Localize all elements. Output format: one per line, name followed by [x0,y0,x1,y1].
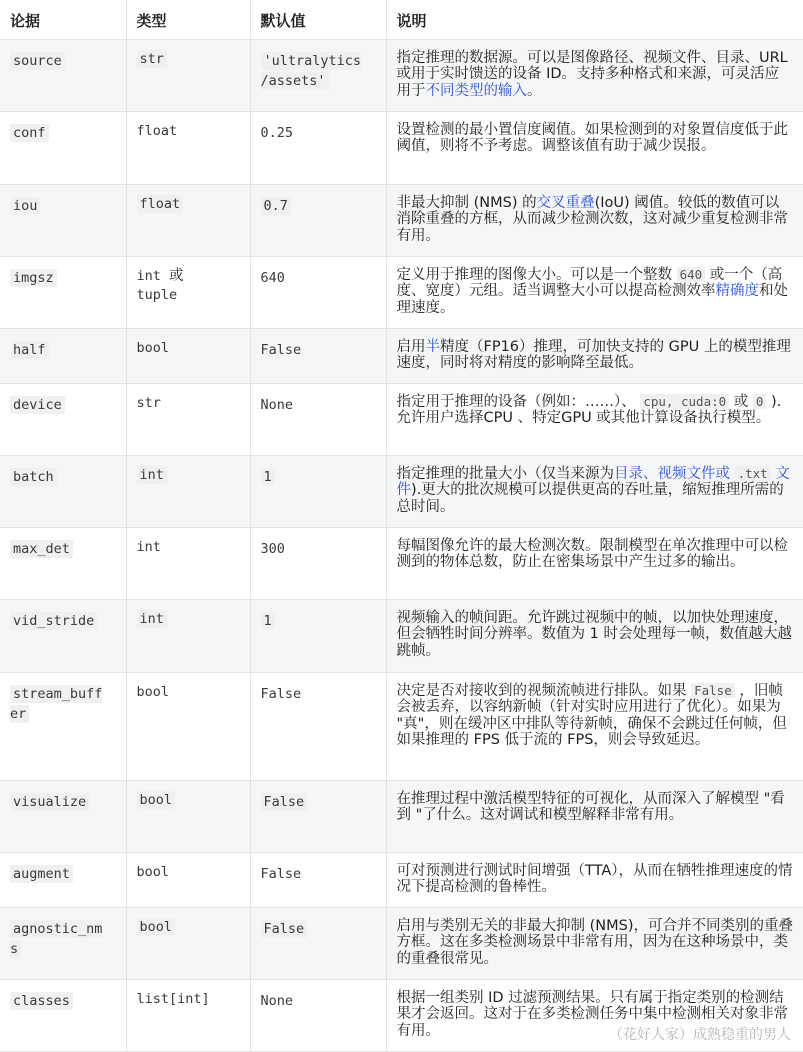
description-text: 每幅图像允许的最大检测次数。限制模型在单次推理中可以检测到的物体总数，防止在密集场景中产生过多的输出。 [396,537,788,570]
table-row [0,455,803,527]
arg-name: source [10,52,65,70]
type-value: bool [136,339,170,356]
description-text: ).更大的批次规模可以提供更高的吞吐量，缩短推理所需的总时间。 [396,482,784,515]
default-cell [250,383,386,455]
default-cell [250,256,386,328]
description-cell [386,184,803,256]
arg-cell [0,184,126,256]
description-cell [386,256,803,328]
arg-name: agnostic_nm s [10,920,103,957]
default-cell [250,527,386,599]
arg-cell [0,852,126,907]
description-text: 视频输入的帧间距。允许跳过视频中的帧，以加快处理速度，但会牺牲时间分辨率。数值为 1 时会处理每一帧，数值越大越跳帧。 [396,609,792,659]
type-cell [126,599,250,672]
description-link[interactable]: 文件 [396,465,790,498]
description-text: 或 [733,393,749,410]
type-cell [126,111,250,184]
default-value: False [260,341,302,358]
arg-name: imgsz [10,269,57,287]
description-text: 非最大抑制 (NMS) 的 [396,194,537,211]
description-text: 根据一组类别 ID 过滤预测结果。只有属于指定类别的检测结果才会返回。这对于在多类检测任务中集中检测相关对象非常有用。 [396,989,788,1039]
arg-cell [0,599,126,672]
arg-name: conf [10,124,49,142]
default-value: 640 [260,269,285,286]
description-text: 指定用于推理的设备（例如：……）、 [396,393,636,410]
type-value: bool [136,863,170,880]
arg-cell [0,780,126,852]
type-value-alt: tuple [136,286,178,303]
default-cell [250,455,386,527]
table-header-row [0,0,803,39]
description-text: 或一个（高度、宽度）元组。适当调整大小可以提高检测效率 [396,266,783,299]
description-text: 在推理过程中激活模型特征的可视化，从而深入了解模型 "看到 "了什么。这对调试和模型解释非常有用。 [396,790,785,823]
description-text: 指定推理的批量大小（仅当来源为 [396,465,614,482]
default-value: False [261,793,308,811]
table-row [0,328,803,383]
type-cell [126,979,250,1051]
description-cell [386,672,803,780]
description-cell [386,907,803,979]
description-text: 指定推理的数据源。可以是图像路径、视频文件、目录、URL 或用于实时馈送的设备 ID。支持多种格式和来源，可灵活应用于 [396,49,788,99]
type-value: str [136,394,161,411]
type-cell [126,39,250,111]
type-value: int [136,538,161,555]
default-value: None [260,396,294,413]
header-type: 类型 [126,0,250,39]
type-cell [126,852,250,907]
type-cell [126,184,250,256]
table-row [0,527,803,599]
description-link[interactable]: 目录、视频文件或 [614,465,730,482]
table-row [0,672,803,780]
description-cell [386,527,803,599]
default-cell [250,672,386,780]
table-row [0,907,803,979]
type-value: bool [137,791,176,809]
header-default: 默认值 [250,0,386,39]
arg-cell [0,527,126,599]
default-cell [250,979,386,1051]
table-row [0,979,803,1051]
description-text: 和处理速度。 [396,283,788,316]
default-cell [250,907,386,979]
description-text: 设置检测的最小置信度阈值。如果检测到的对象置信度低于此阈值，则将不予考虑。调整该值有助于减少误报。 [396,121,788,154]
header-description: 说明 [386,0,803,39]
arg-cell [0,455,126,527]
type-cell [126,527,250,599]
table-row [0,383,803,455]
default-value: 1 [261,468,275,486]
description-cell [386,599,803,672]
arg-name: max_det [10,540,73,558]
type-value: float [136,122,178,139]
type-value: float [137,195,184,213]
type-cell [126,455,250,527]
arg-cell [0,672,126,780]
description-text: 定义用于推理的图像大小。可以是一个整数 [396,266,672,283]
type-connector: 或 [169,267,184,284]
inline-code: False [691,683,735,698]
description-text: 。 [527,82,542,99]
description-cell [386,852,803,907]
table-row [0,852,803,907]
type-cell [126,328,250,383]
arg-name: augment [10,865,73,883]
header-arg: 论据 [0,0,126,39]
table-row [0,39,803,111]
default-cell [250,328,386,383]
default-cell [250,111,386,184]
arg-name: iou [10,197,40,215]
description-link[interactable]: 交叉重叠 [536,194,595,211]
default-value: False [260,685,302,702]
description-text: ，旧帧会被丢弃，以容纳新帧（针对实时应用进行了优化）。如果为 "真"，则在缓冲区中排队等待新帧，确保不会跳过任何帧，但如果推理的 FPS 低于流的 FPS，则会导致延迟。 [396,682,787,748]
description-cell [386,979,803,1051]
table-row [0,111,803,184]
table-row [0,780,803,852]
arg-name: device [10,396,65,414]
default-cell [250,599,386,672]
default-value: 0.25 [260,124,294,141]
type-cell [126,256,250,328]
arg-name: visualize [10,793,89,811]
default-value: 0.7 [261,197,291,215]
table-row [0,256,803,328]
description-link[interactable]: 半 [425,338,440,355]
description-text: 启用与类别无关的非最大抑制 (NMS)，可合并不同类别的重叠方框。这在多类检测场景中非常有用，因为在这种场景中，类的重叠很常见。 [396,917,793,967]
default-cell [250,852,386,907]
type-value: bool [136,683,170,700]
arg-cell [0,256,126,328]
description-cell [386,39,803,111]
type-value: int [137,610,167,628]
default-value: 'ultralytics /assets' [260,52,362,89]
inline-code: 0 [753,394,767,409]
type-cell [126,383,250,455]
type-cell [126,780,250,852]
description-cell [386,455,803,527]
default-value: False [260,865,302,882]
description-link[interactable]: 精确度 [715,283,759,299]
type-value: int [136,267,161,284]
description-text: (IoU) 阈值。较低的数值可以消除重叠的方框，从而减少检测次数，这对减少重复检测非常有用。 [396,194,788,244]
arg-cell [0,328,126,383]
table-row [0,184,803,256]
default-cell [250,39,386,111]
inline-code: cpu, cuda:0 [640,394,729,409]
table-row [0,599,803,672]
arg-name: classes [10,992,73,1010]
type-value: int [137,466,167,484]
description-cell [386,780,803,852]
arg-name: vid_stride [10,612,97,630]
arg-name: batch [10,468,57,486]
type-value: list[int] [136,990,210,1007]
description-link[interactable]: 不同类型的输入 [425,82,527,99]
watermark: （花好人家）成熟稳重的男人 [609,1027,791,1043]
arg-cell [0,383,126,455]
type-value: str [137,50,167,68]
type-cell [126,672,250,780]
arg-cell [0,907,126,979]
default-value: 1 [261,612,275,630]
arg-cell [0,39,126,111]
default-cell [250,780,386,852]
arg-cell [0,111,126,184]
description-text: 启用 [396,338,426,355]
arg-name: stream_buff er [10,685,103,722]
description-text: ).允许用户选择CPU 、特定GPU 或其他计算设备执行模型。 [396,393,782,426]
description-cell [386,111,803,184]
type-cell [126,907,250,979]
default-value: None [260,992,294,1009]
description-cell [386,383,803,455]
default-value: 300 [260,540,285,557]
inline-code: 640 [677,267,706,282]
type-value: bool [137,918,176,936]
description-text: 精度（FP16）推理，可加快支持的 GPU 上的模型推理速度，同时将对精度的影响降至最低。 [396,338,791,371]
arg-name: half [10,341,49,359]
default-value: False [261,920,308,938]
description-text: 决定是否对接收到的视频流帧进行排队。如果 [396,682,687,699]
description-cell [386,328,803,383]
description-text: 可对预测进行测试时间增强（TTA），从而在牺牲推理速度的情况下提高检测的鲁棒性。 [396,862,793,895]
arg-cell [0,979,126,1051]
default-cell [250,184,386,256]
inline-code: .txt [735,466,771,481]
